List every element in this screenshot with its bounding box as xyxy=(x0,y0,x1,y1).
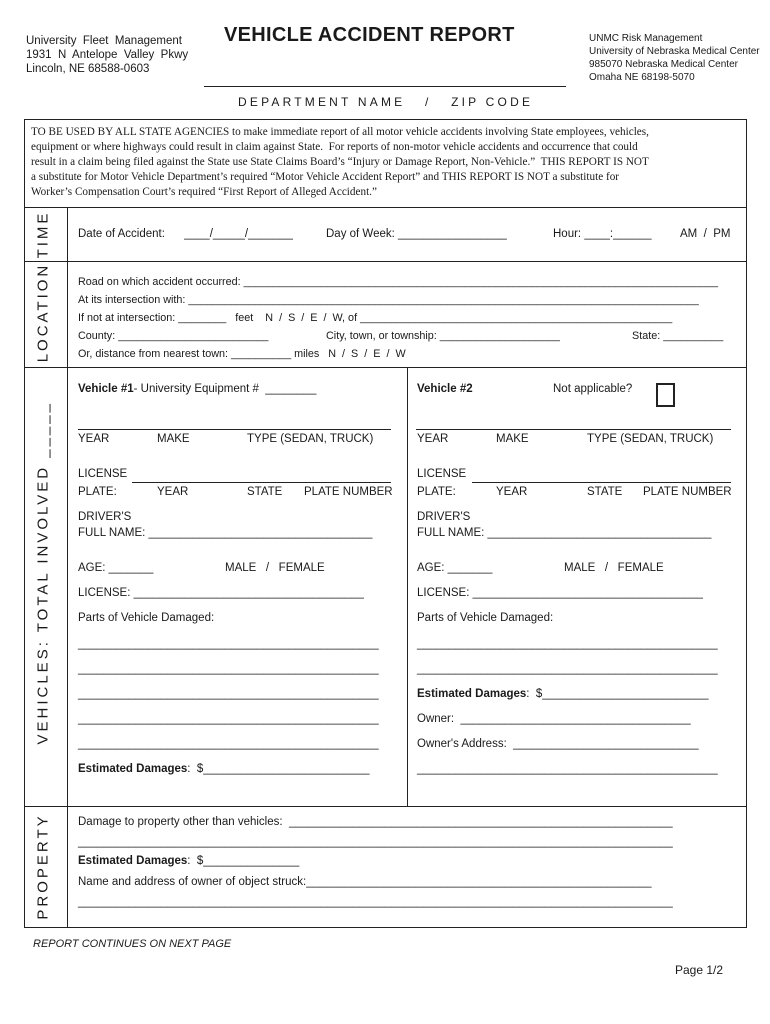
vehicle1-plate-year-label: YEAR xyxy=(157,486,189,498)
vehicle1-estimated-damages-field[interactable]: : $__________________________ xyxy=(187,763,370,775)
vehicle2-heading: Vehicle #2 xyxy=(417,383,473,395)
vehicle1-parts-line[interactable]: _______________________________________________ xyxy=(78,638,379,650)
vehicle2-age-field[interactable]: AGE: _______ xyxy=(417,562,493,574)
vehicle2-license-label: LICENSE xyxy=(417,468,467,480)
vehicle2-plate-number-label: PLATE NUMBER xyxy=(643,486,732,498)
vehicle1-type-label: TYPE (SEDAN, TRUCK) xyxy=(247,433,374,445)
vehicle2-plate-year-label: YEAR xyxy=(496,486,528,498)
vehicle1-heading: Vehicle #1 xyxy=(78,383,134,395)
owner-object-struck-field[interactable]: Name and address of owner of object struck:______________________________________________________ xyxy=(78,876,652,888)
risk-line4: Omaha NE 68198-5070 xyxy=(589,72,695,83)
intro-line3: result in a claim being filed against the State use State Claims Board’s “Injury or Damage Report, Non-Vehicle.” THIS REPORT IS NOT xyxy=(31,156,649,168)
vehicles-section-label: VEHICLES: TOTAL INVOLVED _____ xyxy=(34,401,52,745)
fleet-org: University Fleet Management xyxy=(26,35,182,47)
report-continues-note: REPORT CONTINUES ON NEXT PAGE xyxy=(33,938,232,950)
vehicle2-plate-line[interactable] xyxy=(472,482,731,483)
vehicle1-parts-line[interactable]: _______________________________________________ xyxy=(78,738,379,750)
vehicle2-plate-label: PLATE: xyxy=(417,486,456,498)
vehicle2-parts-line[interactable]: _______________________________________________ xyxy=(417,663,718,675)
vehicle1-equipment-field[interactable]: - University Equipment # ________ xyxy=(133,383,317,395)
page-number: Page 1/2 xyxy=(675,963,724,977)
vehicle1-plate-label: PLATE: xyxy=(78,486,117,498)
vehicle2-not-applicable-label: Not applicable? xyxy=(553,383,633,395)
property-section-label: PROPERTY xyxy=(34,813,52,920)
property-estimated-damages-label: Estimated Damages xyxy=(78,855,188,867)
hour-field[interactable]: Hour: ____:______ xyxy=(553,228,652,240)
fleet-address-line1: 1931 N Antelope Valley Pkwy xyxy=(26,49,189,61)
vehicle2-parts-line[interactable]: _______________________________________________ xyxy=(417,638,718,650)
road-field[interactable]: Road on which accident occurred: _______________________________________________________________________________ xyxy=(78,276,719,288)
vehicle2-plate-state-label: STATE xyxy=(587,486,623,498)
not-at-intersection-field[interactable]: If not at intersection: ________ feet N / S / E / W, of ____________________________________________________ xyxy=(78,312,673,324)
intro-line4: a substitute for Motor Vehicle Department’s required “Motor Vehicle Accident Report” and THIS REPORT IS NOT a substitute for xyxy=(31,171,620,183)
vehicle1-drivers-label: DRIVER'S xyxy=(78,511,132,523)
vehicle2-not-applicable-checkbox[interactable] xyxy=(656,383,675,407)
vehicle2-driver-name-field[interactable]: FULL NAME: ___________________________________ xyxy=(417,527,712,539)
vehicle1-year-label: YEAR xyxy=(78,433,110,445)
vehicle-column-divider xyxy=(407,367,408,806)
vehicle2-gender-selector[interactable]: MALE / FEMALE xyxy=(564,562,664,574)
intersection-field[interactable]: At its intersection with: _____________________________________________________________________________________ xyxy=(78,294,699,306)
vehicle2-estimated-damages-label: Estimated Damages xyxy=(417,688,527,700)
department-zip-field[interactable] xyxy=(204,86,566,87)
vehicle1-parts-line[interactable]: _______________________________________________ xyxy=(78,713,379,725)
risk-line3: 985070 Nebraska Medical Center xyxy=(589,59,738,70)
divider-intro xyxy=(24,207,747,208)
property-damage-line[interactable]: _____________________________________________________________________________________________ xyxy=(78,836,673,848)
vehicle2-estimated-damages-field[interactable]: : $__________________________ xyxy=(526,688,709,700)
risk-line2: University of Nebraska Medical Center xyxy=(589,46,760,57)
vehicle2-drivers-label: DRIVER'S xyxy=(417,511,471,523)
intro-line1: TO BE USED BY ALL STATE AGENCIES to make immediate report of all motor vehicle accidents involving State employees, vehicles, xyxy=(31,126,649,138)
vehicle2-owner-address-field[interactable]: Owner's Address: _____________________________ xyxy=(417,738,699,750)
property-estimated-damages-field[interactable]: : $_______________ xyxy=(187,855,300,867)
property-estimated-damages-row xyxy=(78,855,299,867)
vehicle1-plate-state-label: STATE xyxy=(247,486,283,498)
vehicle1-make-label: MAKE xyxy=(157,433,190,445)
vehicle2-parts-label: Parts of Vehicle Damaged: xyxy=(417,612,554,624)
vehicle1-license-field[interactable]: LICENSE: ____________________________________ xyxy=(78,587,364,599)
vehicle1-driver-name-field[interactable]: FULL NAME: ___________________________________ xyxy=(78,527,373,539)
vehicle1-parts-line[interactable]: _______________________________________________ xyxy=(78,663,379,675)
vehicle1-plate-number-label: PLATE NUMBER xyxy=(304,486,393,498)
vehicle1-estimated-damages-row xyxy=(78,763,370,775)
divider-vehicles xyxy=(24,806,747,807)
vehicle2-license-field[interactable]: LICENSE: ____________________________________ xyxy=(417,587,703,599)
am-pm-selector[interactable]: AM / PM xyxy=(680,228,731,240)
risk-org: UNMC Risk Management xyxy=(589,33,703,44)
distance-field[interactable]: Or, distance from nearest town: __________ miles N / S / E / W xyxy=(78,348,406,360)
fleet-address-line2: Lincoln, NE 68588-0603 xyxy=(26,63,150,75)
county-field[interactable]: County: _________________________ xyxy=(78,330,269,342)
vehicle2-make-label: MAKE xyxy=(496,433,529,445)
vehicle2-year-label: YEAR xyxy=(417,433,449,445)
vehicle1-heading-row xyxy=(78,383,316,395)
city-field[interactable]: City, town, or township: ____________________ xyxy=(326,330,560,342)
property-damage-field[interactable]: Damage to property other than vehicles: ____________________________________________________________ xyxy=(78,816,673,828)
location-section-label: LOCATION xyxy=(34,262,52,363)
vehicle1-parts-line[interactable]: _______________________________________________ xyxy=(78,688,379,700)
owner-object-struck-line[interactable]: _____________________________________________________________________________________________ xyxy=(78,896,673,908)
vehicle1-parts-label: Parts of Vehicle Damaged: xyxy=(78,612,215,624)
vehicle1-year-make-type-line[interactable] xyxy=(78,429,391,430)
vehicle2-estimated-damages-row xyxy=(417,688,709,700)
vehicle1-plate-line[interactable] xyxy=(132,482,391,483)
label-column-divider xyxy=(67,207,68,928)
state-field[interactable]: State: __________ xyxy=(632,330,724,342)
date-of-accident-field[interactable]: Date of Accident: ____/_____/_______ xyxy=(78,228,293,240)
vehicle2-owner-address-line[interactable]: _______________________________________________ xyxy=(417,763,718,775)
department-zip-label: DEPARTMENT NAME / ZIP CODE xyxy=(238,95,534,109)
vehicle2-type-label: TYPE (SEDAN, TRUCK) xyxy=(587,433,714,445)
divider-time xyxy=(24,261,747,262)
day-of-week-field[interactable]: Day of Week: _________________ xyxy=(326,228,507,240)
vehicle1-age-field[interactable]: AGE: _______ xyxy=(78,562,154,574)
intro-line2: equipment or where highways could result in claim against State. For reports of non-motor vehicle accidents and occurrence that could xyxy=(31,141,638,153)
vehicle2-owner-field[interactable]: Owner: ____________________________________ xyxy=(417,713,691,725)
divider-location xyxy=(24,367,747,368)
vehicle1-gender-selector[interactable]: MALE / FEMALE xyxy=(225,562,325,574)
vehicle2-year-make-type-line[interactable] xyxy=(416,429,731,430)
vehicle1-license-label: LICENSE xyxy=(78,468,128,480)
intro-line5: Worker’s Compensation Court’s required “First Report of Alleged Accident.” xyxy=(31,186,377,198)
vehicle1-estimated-damages-label: Estimated Damages xyxy=(78,763,188,775)
time-section-label: TIME xyxy=(34,210,52,259)
report-title: VEHICLE ACCIDENT REPORT xyxy=(224,24,515,46)
